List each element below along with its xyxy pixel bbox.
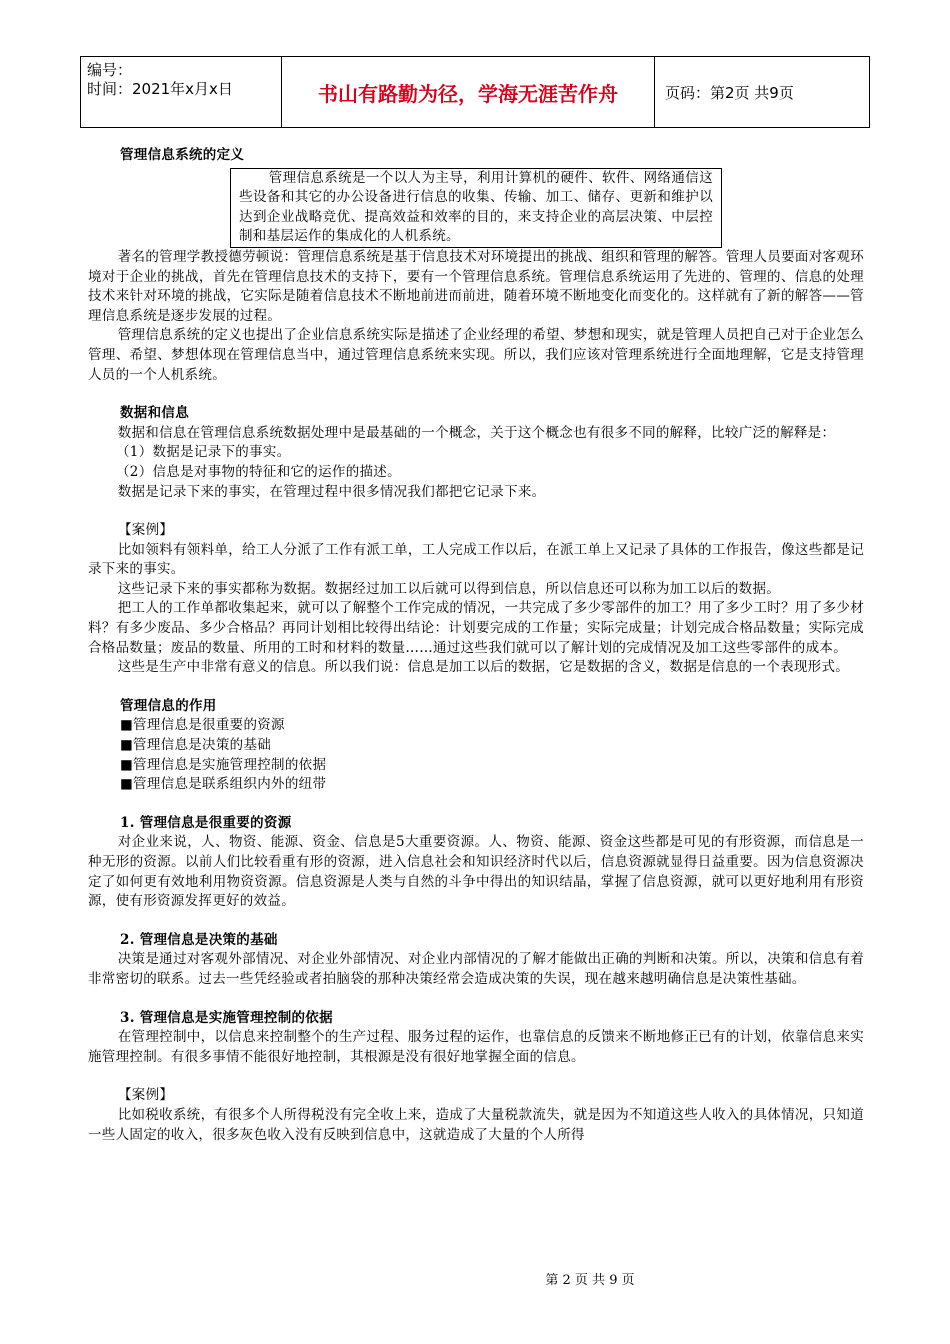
document-body xyxy=(88,146,864,1145)
paragraph: 把工人的工作单都收集起来，就可以了解整个工作完成的情况，一共完成了多少零部件的加工？用了多少工时？用了多少材料？有多少废品、多少合格品？再同计划相比较得出结论：计划要完成的工作量；实际完成量；计划完成合格品数量；实际完成合格品数量；废品的数量、所用的工时和材料的数量……通过这些我们就可以了解计划的完成情况及加工这些零部件的成本。 xyxy=(88,600,864,656)
date-label: 时间：2021年x月x日 xyxy=(87,80,233,98)
definition-box: 管理信息系统是一个以人为主导，利用计算机的硬件、软件、网络通信这些设备和其它的办公设备进行信息的收集、传输、加工、储存、更新和维护以达到企业战略竞优、提高效益和效率的目的，来支持企业的高层决策、中层控制和基层运作的集成化的人机系统。 xyxy=(230,168,722,248)
paragraph: 这些记录下来的事实都称为数据。数据经过加工以后就可以得到信息，所以信息还可以称为加工以后的数据。 xyxy=(117,580,781,597)
page-header xyxy=(80,56,870,128)
section-title-mis-definition: 管理信息系统的定义 xyxy=(120,147,245,163)
serial-label: 编号： xyxy=(87,61,133,79)
subsection-title: 2. 管理信息是决策的基础 xyxy=(120,931,278,948)
page-footer: 第 2 页 共 9 页 xyxy=(545,1273,635,1288)
bullet-item: ■管理信息是很重要的资源 xyxy=(120,717,285,734)
section-title-data-info: 数据和信息 xyxy=(120,405,189,422)
case-label: 【案例】 xyxy=(118,522,174,539)
paragraph: 数据和信息在管理信息系统数据处理中是最基础的一个概念，关于这个概念也有很多不同的解释，比较广泛的解释是： xyxy=(117,424,836,441)
bullet-item: ■管理信息是决策的基础 xyxy=(120,737,272,754)
paragraph: 在管理控制中，以信息来控制整个的生产过程、服务过程的运作，也靠信息的反馈来不断地修正已有的计划，依靠信息来实施管理控制。有很多事情不能很好地控制，其根源是没有很好地掌握全面的信息。 xyxy=(88,1029,864,1065)
header-meta xyxy=(81,57,282,127)
paragraph: 比如税收系统，有很多个人所得税没有完全收上来，造成了大量税款流失，就是因为不知道这些人收入的具体情况，只知道一些人固定的收入，很多灰色收入没有反映到信息中，这就造成了大量的个人所得 xyxy=(88,1106,864,1143)
section-title-info-roles: 管理信息的作用 xyxy=(120,697,217,714)
paragraph: 管理信息系统的定义也提出了企业信息系统实际是描述了企业经理的希望、梦想和现实，就是管理人员把自己对于企业怎么管理、希望、梦想体现在管理信息当中，通过管理信息系统来实现。所以，我们应该对管理系统进行全面地理解，它是支持管理人员的一个人机系统。 xyxy=(88,327,864,383)
header-page-info: 页码：第2页 共9页 xyxy=(665,83,794,102)
list-item: （1）数据是记录下的事实。 xyxy=(116,444,291,461)
paragraph: 决策是通过对客观外部情况、对企业外部情况、对企业内部情况的了解才能做出正确的判断和决策。所以，决策和信息有着非常密切的联系。过去一些凭经验或者拍脑袋的那种决策经常会造成决策的失误，现在越来越明确信息是决策性基础。 xyxy=(88,951,864,987)
case-label: 【案例】 xyxy=(118,1087,174,1104)
bullet-item: ■管理信息是联系组织内外的纽带 xyxy=(120,776,327,793)
paragraph: 著名的管理学教授德劳顿说：管理信息系统是基于信息技术对环境提出的挑战、组织和管理的解答。管理人员要面对客观环境对于企业的挑战，首先在管理信息技术的支持下，要有一个管理信息系统。管理信息系统运用了先进的、管理的、信息的处理技术来针对环境的挑战，它实际是随着信息技术不断地前进而前进，随着环境不断地变化而变化的。这样就有了新的解答——管理信息系统是逐步发展的过程。 xyxy=(88,248,864,324)
header-motto: 书山有路勤为径，学海无涯苦作舟 xyxy=(282,57,655,127)
subsection-title: 1. 管理信息是很重要的资源 xyxy=(120,814,292,831)
paragraph: 比如领料有领料单，给工人分派了工作有派工单，工人完成工作以后，在派工单上又记录了具体的工作报告，像这些都是记录下来的事实。 xyxy=(88,541,864,578)
list-item: （2）信息是对事物的特征和它的运作的描述。 xyxy=(116,463,401,480)
subsection-title: 3. 管理信息是实施管理控制的依据 xyxy=(120,1009,333,1026)
paragraph: 数据是记录下来的事实，在管理过程中很多情况我们都把它记录下来。 xyxy=(117,483,546,500)
bullet-item: ■管理信息是实施管理控制的依据 xyxy=(120,756,327,773)
paragraph: 这些是生产中非常有意义的信息。所以我们说：信息是加工以后的数据，它是数据的含义，数据是信息的一个表现形式。 xyxy=(117,659,850,676)
paragraph: 对企业来说，人、物资、能源、资金、信息是5大重要资源。人、物资、能源、资金这些都是可见的有形资源，而信息是一种无形的资源。以前人们比较看重有形的资源，进入信息社会和知识经济时代以后，信息资源就显得日益重要。因为信息资源决定了如何更有效地利用物资资源。信息资源是人类与自然的斗争中得出的知识结晶，掌握了信息资源，就可以更好地利用有形资源，使有形资源发挥更好的效益。 xyxy=(88,834,864,910)
